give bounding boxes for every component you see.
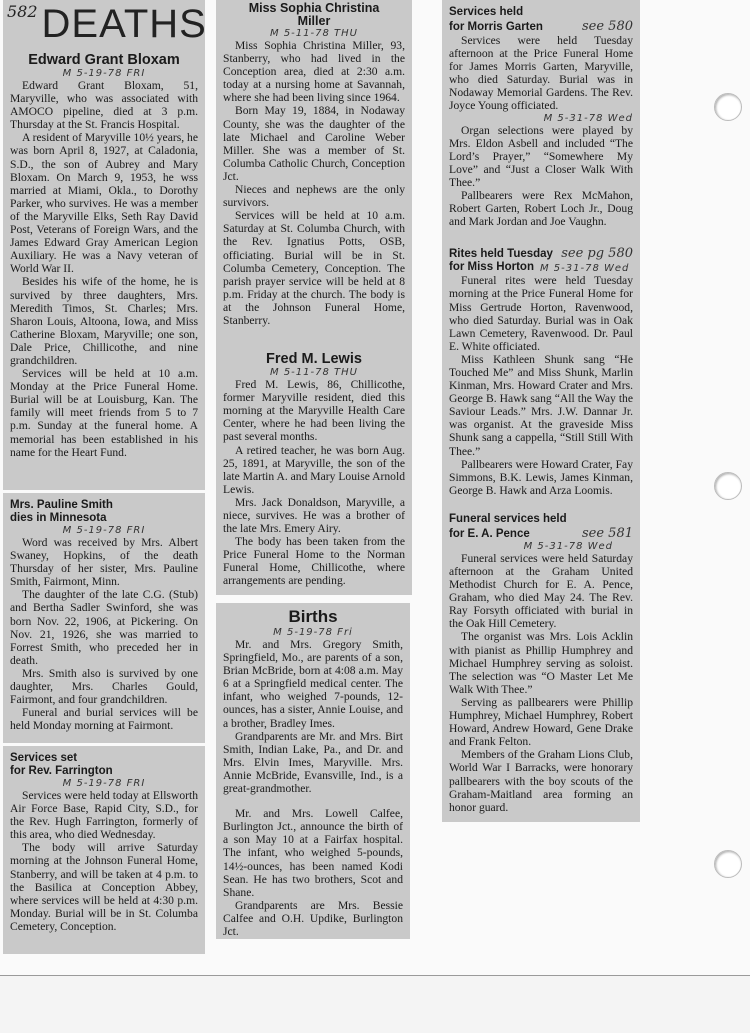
paragraph: A resident of Maryville 10½ years, he was born April 8, 1927, at Caladonia, S.D., the son of Aubrey and Mary Bloxam. On March 9, 1953, he wss married at Miami, Okla., to Dorothy Parker, who survives. He was a member of the Maryville Elks, Seth Ray David Post, Veterans of Foreign Wars, and the James Edward Gray American Legion Auxiliary. He was a Navy veteran of World War II. <box>10 131 198 276</box>
headline: Edward Grant Bloxam <box>28 52 180 68</box>
headline: Mrs. Pauline Smith <box>10 499 113 511</box>
paragraph: Grandparents are Mr. and Mrs. Birt Smith, Indian Lake, Pa., and Dr. and Mrs. Elvin Imes, Maryville. Mrs. Annie McBride, Evansville, Ind., is a great-grandmother. <box>223 729 403 796</box>
headline: for Miss Horton <box>449 261 534 274</box>
paragraph: Mrs. Jack Donaldson, Maryville, a niece, survives. He was a brother of the late Mrs. Emery Airy. <box>223 495 405 536</box>
handwritten-reference: see 580 <box>581 19 633 34</box>
handwritten-date: M 5-19-78 FRI <box>62 525 146 536</box>
paragraph: Edward Grant Bloxam, 51, Maryville, who was associated with AMOCO pipeline, died at 3 p.m. Thursday at the St. Francis Hospital. <box>10 79 198 132</box>
headline: for E. A. Pence <box>449 527 530 540</box>
paragraph: A retired teacher, he was born Aug. 25, 1891, at Maryville, the son of the late Martin A. and Mary Louise Arnold Lewis. <box>223 443 405 496</box>
headline: Rites held Tuesday <box>449 248 553 261</box>
handwritten-reference: see 581 <box>581 525 633 541</box>
paragraph: Mrs. Smith also is survived by one daughter, Mrs. Charles Gould, Fairmont, and four grandchildren. <box>10 666 198 707</box>
paragraph: Grandparents are Mrs. Bessie Calfee and O.H. Updike, Burlington Jct. <box>223 898 403 938</box>
clipping-farrington <box>3 746 205 954</box>
paragraph: Members of the Graham Lions Club, World War I Barracks, were honorary pallbearers with the boy scouts of the Graham-Maitland area forming an honor guard. <box>449 748 633 814</box>
paragraph: The daughter of the late C.G. (Stub) and Bertha Sadler Swinford, she was born Nov. 22, 1906, at Pickering. On Nov. 21, 1926, she was married to Forrest Smith, who preceded her in death. <box>10 588 198 667</box>
paragraph: Pallbearers were Howard Crater, Fay Simmons, B.K. Lewis, James Kinman, George B. Hawk and Arza Loomis. <box>449 457 633 497</box>
handwritten-date: M 5-11-78 THU <box>270 28 358 39</box>
handwritten-date: M 5-11-78 THU <box>270 367 358 379</box>
paragraph: Organ selections were played by Mrs. Eldon Asbell and included “The Lord’s Prayer,” “Somewhere My Love” and “Just a Closer Walk With Thee.” <box>449 123 633 189</box>
section-title: DEATHS <box>41 2 207 46</box>
headline: Funeral services held <box>449 512 567 525</box>
binder-hole <box>714 93 742 121</box>
binder-hole <box>714 850 742 878</box>
handwritten-date: M 5-19-78 FRI <box>62 778 146 789</box>
clipping-smith <box>3 493 205 743</box>
handwritten-date: M 5-31-78 Wed <box>539 263 630 275</box>
paragraph: The body will arrive Saturday morning at the Johnson Funeral Home, Stanberry, and will be taken at 4 p.m. to the Basilica at Conception Abbey, where services will be held at 4:30 p.m. Monday. Burial will be in St. Columba Cemetery, Conception. <box>10 841 198 933</box>
paragraph: Miss Kathleen Shunk sang “He Touched Me” and Miss Shunk, Marlin Kinman, Mrs. Howard Crater and Mrs. George B. Hawk sang “All the Way the Saviour Leads.” Mrs. J.W. Dannar Jr. was organist. At the graveside Miss Shunk sang a cappella, “Still Still With Thee.” <box>449 352 633 458</box>
headline: for Rev. Farrington <box>10 765 113 777</box>
paragraph: Fred M. Lewis, 86, Chillicothe, former Maryville resident, died this morning at the Maryville Health Care Center, where he had been living the past several months. <box>223 378 405 444</box>
paragraph: Services will be held at 10 a.m. Saturday at St. Columba Church, with the Rev. Ignatius Potts, OSB, officiating. Burial will be in St. Columba Cemetery, Conception. The parish prayer service will be held at 8 p.m. Friday at the church. The body is at the Johnson Funeral Home, Stanberry. <box>223 209 405 327</box>
headline: Births <box>288 607 338 626</box>
handwritten-date: M 5-31-78 Wed <box>523 540 613 552</box>
headline: for Morris Garten <box>449 21 543 33</box>
paragraph: The body has been taken from the Price Funeral Home to the Norman Funeral Home, Chillicothe, where arrangements are pending. <box>223 535 405 588</box>
headline: Services held <box>449 6 524 18</box>
article-body <box>10 79 198 459</box>
paragraph: Pallbearers were Rex McMahon, Robert Garten, Robert Loch Jr., Doug and Mark Jordan and Joe Vaughn. <box>449 189 633 229</box>
handwritten-date: M 5-31-78 Wed <box>543 112 633 124</box>
paragraph: Besides his wife of the home, he is survived by three daughters, Mrs. Meredith Timos, St. Charles; Mrs. Sharon Louis, Altoona, Iowa, and Miss Catherine Bloxam, Maryville; one son, Dale Price, Chillicothe, and nine grandchildren. <box>10 275 198 367</box>
paragraph: Nieces and nephews are the only survivors. <box>223 183 405 210</box>
paragraph: The organist was Mrs. Lois Acklin with pianist as Phillip Humphrey and Michael Humphrey serving as soloist. The selection was “O Master Let Me Walk With Thee.” <box>449 630 633 696</box>
section-header <box>7 2 207 46</box>
article-horton <box>449 244 633 497</box>
headline: Miss Sophia Christina <box>248 1 380 15</box>
paragraph: Services were held today at Ellsworth Air Force Base, Rapid City, S.D., for the Rev. Hugh Farrington, formerly of this area, who died Wednesday. <box>10 789 198 842</box>
paragraph: Born May 19, 1884, in Nodaway County, she was the daughter of the late Michael and Caroline Weber Miller. She was a member of St. Columba Catholic Church, Conception Jct. <box>223 104 405 183</box>
paragraph: Services were held Tuesday afternoon at the Price Funeral Home for James Morris Garten, Maryville, who died Saturday. Burial was in Nodaway Memorial Gardens. The Rev. Joyce Young officiated. <box>449 34 633 113</box>
article-garten <box>449 6 633 228</box>
clipping-column-3 <box>442 0 640 822</box>
handwritten-date: M 5-19-78 FRI <box>62 68 146 79</box>
paragraph: Miss Sophia Christina Miller, 93, Stanberry, who had lived in the Conception area, died at 2:30 a.m. today at a nursing home at Savannah, where she had been living since 1964. <box>223 39 405 105</box>
paragraph: Mr. and Mrs. Lowell Calfee, Burlington Jct., announce the birth of a son May 10 at a Fairfax hospital. The infant, who weighed 5-pounds, 14½-ounces, has been named Kodi Sean. He has two brothers, Scot and Shane. <box>223 807 403 899</box>
headline: Miller <box>297 14 331 28</box>
paragraph: Funeral and burial services will be held Monday morning at Fairmont. <box>10 706 198 733</box>
handwritten-date: M 5-19-78 Fri <box>273 627 353 638</box>
handwritten-reference: see pg 580 <box>561 246 633 262</box>
headline: Fred M. Lewis <box>266 351 362 368</box>
article-pence <box>449 513 633 814</box>
paragraph: Funeral rites were held Tuesday morning at the Price Funeral Home for Miss Gertrude Horton, Ravenwood, who died Saturday. Burial was in Oak Lawn Cemetery, Ravenwood. Dr. Paul E. White officiated. <box>449 274 633 353</box>
headline: dies in Minnesota <box>10 512 107 524</box>
headline: Services set <box>10 752 78 764</box>
clipping-miller-lewis <box>216 0 412 595</box>
paragraph: Mr. and Mrs. Gregory Smith, Springfield, Mo., are parents of a son, Brian McBride, born at 4:08 a.m. May 6 at a Springfield medical center. The infant, who weighed 7-pounds, 12-ounces, has a sister, Annie Louise, and a brother, Bradley Imes. <box>223 638 403 730</box>
binder-hole <box>714 472 742 500</box>
paragraph: Funeral services were held Saturday afternoon at the Graham United Methodist Church for E. A. Pence, Graham, who died May 24. The Rev. Ray Forsyth officiated with burial in the Oak Hill Cemetery. <box>449 551 633 631</box>
page-number: 582 <box>7 2 38 21</box>
paragraph: Serving as pallbearers were Phillip Humphrey, Michael Humphrey, Robert Howard, Andrew Howard, Gene Drake and Frank Felton. <box>449 695 633 749</box>
clipping-bloxam <box>3 0 205 490</box>
paragraph: Word was received by Mrs. Albert Swaney, Hopkins, of the death Thursday of her sister, Mrs. Pauline Smith, Fairmont, Minn. <box>10 536 198 589</box>
paragraph: Services will be held at 10 a.m. Monday at the Price Funeral Home. Burial will be at Louisburg, Kan. The family will meet friends from 5 to 7 p.m. Sunday at the funeral home. A memorial has been established in his name for the Heart Fund. <box>10 367 198 459</box>
clipping-births <box>216 603 410 939</box>
